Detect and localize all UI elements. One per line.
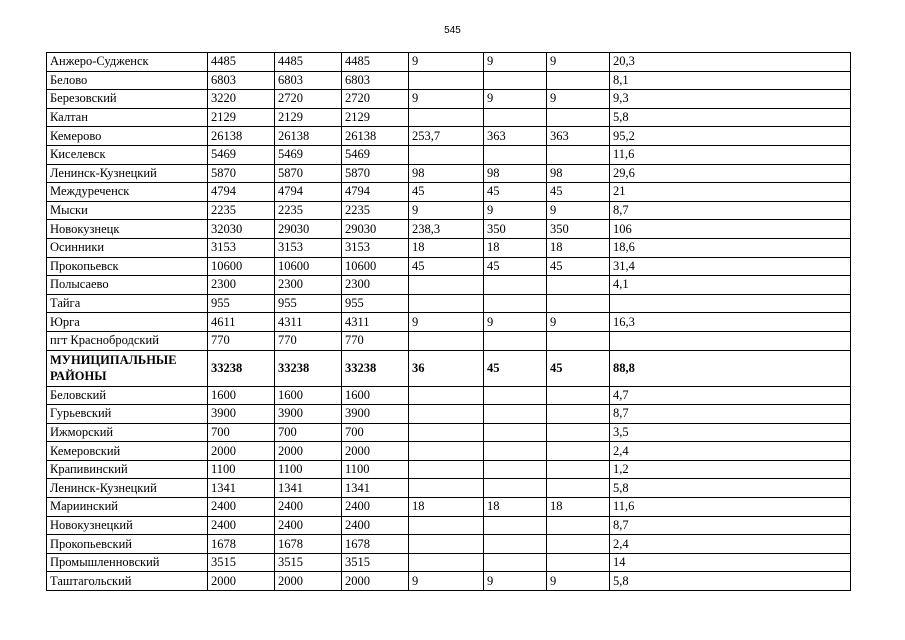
cell-value-7: 21 bbox=[610, 183, 851, 202]
cell-value-5: 9 bbox=[484, 313, 547, 332]
cell-value-6: 9 bbox=[547, 201, 610, 220]
cell-name: Юрга bbox=[47, 313, 208, 332]
cell-value-1: 5469 bbox=[208, 145, 275, 164]
cell-name: Калтан bbox=[47, 108, 208, 127]
cell-value-6 bbox=[547, 276, 610, 295]
data-table bbox=[46, 52, 851, 591]
cell-value-4: 18 bbox=[409, 238, 484, 257]
cell-value-7: 5,8 bbox=[610, 108, 851, 127]
cell-value-1: 26138 bbox=[208, 127, 275, 146]
cell-value-3: 2000 bbox=[342, 572, 409, 591]
cell-name: Кемерово bbox=[47, 127, 208, 146]
cell-value-2: 2400 bbox=[275, 498, 342, 517]
cell-value-7: 5,8 bbox=[610, 479, 851, 498]
cell-value-4 bbox=[409, 71, 484, 90]
cell-value-4 bbox=[409, 405, 484, 424]
cell-value-4: 18 bbox=[409, 498, 484, 517]
cell-value-7: 2,4 bbox=[610, 442, 851, 461]
table-row bbox=[47, 442, 851, 461]
cell-value-6 bbox=[547, 71, 610, 90]
table-row bbox=[47, 350, 851, 386]
cell-value-6 bbox=[547, 405, 610, 424]
cell-value-2: 4485 bbox=[275, 53, 342, 72]
cell-value-1: 32030 bbox=[208, 220, 275, 239]
cell-value-7: 8,7 bbox=[610, 405, 851, 424]
cell-value-3: 29030 bbox=[342, 220, 409, 239]
cell-value-7: 11,6 bbox=[610, 145, 851, 164]
cell-name: Березовский bbox=[47, 90, 208, 109]
cell-value-3: 2400 bbox=[342, 498, 409, 517]
cell-value-1: 2300 bbox=[208, 276, 275, 295]
cell-value-3: 700 bbox=[342, 423, 409, 442]
table-row bbox=[47, 535, 851, 554]
cell-value-5 bbox=[484, 294, 547, 313]
cell-value-5: 9 bbox=[484, 53, 547, 72]
cell-value-7 bbox=[610, 331, 851, 350]
cell-value-6: 9 bbox=[547, 53, 610, 72]
cell-value-6 bbox=[547, 479, 610, 498]
cell-value-6: 45 bbox=[547, 350, 610, 386]
cell-value-5 bbox=[484, 479, 547, 498]
cell-value-7: 5,8 bbox=[610, 572, 851, 591]
cell-value-4: 238,3 bbox=[409, 220, 484, 239]
cell-value-1: 3900 bbox=[208, 405, 275, 424]
cell-value-1: 2235 bbox=[208, 201, 275, 220]
cell-name: Белово bbox=[47, 71, 208, 90]
cell-name: Осинники bbox=[47, 238, 208, 257]
cell-value-3: 26138 bbox=[342, 127, 409, 146]
cell-value-5 bbox=[484, 535, 547, 554]
cell-value-2: 4794 bbox=[275, 183, 342, 202]
cell-name: Ленинск-Кузнецкий bbox=[47, 479, 208, 498]
cell-value-3: 3900 bbox=[342, 405, 409, 424]
cell-value-4 bbox=[409, 442, 484, 461]
cell-value-7: 16,3 bbox=[610, 313, 851, 332]
cell-value-2: 2235 bbox=[275, 201, 342, 220]
cell-name: Анжеро-Судженск bbox=[47, 53, 208, 72]
cell-value-5: 350 bbox=[484, 220, 547, 239]
cell-value-5 bbox=[484, 405, 547, 424]
cell-name: Тайга bbox=[47, 294, 208, 313]
cell-value-4 bbox=[409, 460, 484, 479]
cell-value-1: 2129 bbox=[208, 108, 275, 127]
cell-value-4 bbox=[409, 294, 484, 313]
table-row bbox=[47, 553, 851, 572]
cell-value-1: 1341 bbox=[208, 479, 275, 498]
cell-value-7: 95,2 bbox=[610, 127, 851, 146]
cell-value-1: 770 bbox=[208, 331, 275, 350]
cell-value-1: 700 bbox=[208, 423, 275, 442]
cell-value-4: 9 bbox=[409, 201, 484, 220]
cell-value-1: 1678 bbox=[208, 535, 275, 554]
cell-value-4 bbox=[409, 423, 484, 442]
cell-value-2: 955 bbox=[275, 294, 342, 313]
cell-value-5: 363 bbox=[484, 127, 547, 146]
cell-value-3: 770 bbox=[342, 331, 409, 350]
cell-value-4 bbox=[409, 479, 484, 498]
cell-value-5 bbox=[484, 423, 547, 442]
cell-value-3: 1600 bbox=[342, 386, 409, 405]
cell-name: Новокузнецк bbox=[47, 220, 208, 239]
cell-value-2: 770 bbox=[275, 331, 342, 350]
cell-value-3: 5469 bbox=[342, 145, 409, 164]
table-row bbox=[47, 220, 851, 239]
cell-value-5 bbox=[484, 442, 547, 461]
cell-value-7: 11,6 bbox=[610, 498, 851, 517]
cell-value-5 bbox=[484, 386, 547, 405]
cell-value-4: 9 bbox=[409, 53, 484, 72]
cell-value-5 bbox=[484, 460, 547, 479]
cell-value-1: 33238 bbox=[208, 350, 275, 386]
cell-value-1: 955 bbox=[208, 294, 275, 313]
cell-name: Таштагольский bbox=[47, 572, 208, 591]
cell-value-4 bbox=[409, 108, 484, 127]
cell-value-7: 14 bbox=[610, 553, 851, 572]
cell-value-6: 18 bbox=[547, 238, 610, 257]
cell-value-4: 98 bbox=[409, 164, 484, 183]
table-row bbox=[47, 460, 851, 479]
cell-value-1: 3220 bbox=[208, 90, 275, 109]
table-row bbox=[47, 572, 851, 591]
cell-value-6: 18 bbox=[547, 498, 610, 517]
cell-value-5: 18 bbox=[484, 498, 547, 517]
table-row bbox=[47, 516, 851, 535]
cell-value-3: 2235 bbox=[342, 201, 409, 220]
cell-value-6: 350 bbox=[547, 220, 610, 239]
table-row bbox=[47, 386, 851, 405]
cell-value-2: 5469 bbox=[275, 145, 342, 164]
cell-value-3: 3515 bbox=[342, 553, 409, 572]
cell-value-1: 1100 bbox=[208, 460, 275, 479]
cell-value-3: 10600 bbox=[342, 257, 409, 276]
cell-value-2: 2000 bbox=[275, 442, 342, 461]
cell-value-2: 1678 bbox=[275, 535, 342, 554]
cell-value-5 bbox=[484, 71, 547, 90]
cell-value-2: 1341 bbox=[275, 479, 342, 498]
cell-value-2: 5870 bbox=[275, 164, 342, 183]
cell-value-6 bbox=[547, 386, 610, 405]
cell-value-4 bbox=[409, 535, 484, 554]
cell-name: Промышленновский bbox=[47, 553, 208, 572]
cell-value-3: 6803 bbox=[342, 71, 409, 90]
table-row bbox=[47, 108, 851, 127]
cell-value-5 bbox=[484, 553, 547, 572]
table-row bbox=[47, 71, 851, 90]
cell-value-1: 10600 bbox=[208, 257, 275, 276]
cell-value-5: 18 bbox=[484, 238, 547, 257]
cell-value-2: 10600 bbox=[275, 257, 342, 276]
cell-value-3: 2720 bbox=[342, 90, 409, 109]
table-row bbox=[47, 53, 851, 72]
cell-value-6: 9 bbox=[547, 90, 610, 109]
cell-value-5: 98 bbox=[484, 164, 547, 183]
cell-value-6: 9 bbox=[547, 572, 610, 591]
cell-value-6 bbox=[547, 294, 610, 313]
cell-name: Полысаево bbox=[47, 276, 208, 295]
cell-name: Ленинск-Кузнецкий bbox=[47, 164, 208, 183]
cell-value-4: 9 bbox=[409, 313, 484, 332]
table-body bbox=[47, 53, 851, 591]
cell-value-1: 6803 bbox=[208, 71, 275, 90]
cell-value-1: 2000 bbox=[208, 442, 275, 461]
table-row bbox=[47, 90, 851, 109]
cell-value-2: 3515 bbox=[275, 553, 342, 572]
cell-name: Киселевск bbox=[47, 145, 208, 164]
cell-value-5: 9 bbox=[484, 90, 547, 109]
cell-name: Гурьевский bbox=[47, 405, 208, 424]
cell-value-2: 2000 bbox=[275, 572, 342, 591]
cell-value-1: 4794 bbox=[208, 183, 275, 202]
cell-value-6 bbox=[547, 442, 610, 461]
cell-value-6 bbox=[547, 331, 610, 350]
cell-value-7: 106 bbox=[610, 220, 851, 239]
cell-name: Прокопьевск bbox=[47, 257, 208, 276]
table-row bbox=[47, 479, 851, 498]
cell-value-5 bbox=[484, 108, 547, 127]
cell-value-1: 5870 bbox=[208, 164, 275, 183]
cell-name: Междуреченск bbox=[47, 183, 208, 202]
cell-value-4 bbox=[409, 276, 484, 295]
cell-value-7: 8,7 bbox=[610, 201, 851, 220]
cell-value-6: 45 bbox=[547, 183, 610, 202]
cell-value-6 bbox=[547, 145, 610, 164]
cell-value-3: 33238 bbox=[342, 350, 409, 386]
cell-value-7: 3,5 bbox=[610, 423, 851, 442]
cell-value-4: 9 bbox=[409, 90, 484, 109]
cell-value-4: 45 bbox=[409, 257, 484, 276]
cell-value-7: 1,2 bbox=[610, 460, 851, 479]
cell-value-4 bbox=[409, 331, 484, 350]
cell-value-6: 9 bbox=[547, 313, 610, 332]
cell-value-7 bbox=[610, 294, 851, 313]
cell-value-5: 9 bbox=[484, 572, 547, 591]
cell-name: Ижморский bbox=[47, 423, 208, 442]
cell-value-2: 2129 bbox=[275, 108, 342, 127]
cell-value-7: 2,4 bbox=[610, 535, 851, 554]
cell-value-5 bbox=[484, 145, 547, 164]
table-row bbox=[47, 145, 851, 164]
table-row bbox=[47, 423, 851, 442]
cell-name: Беловский bbox=[47, 386, 208, 405]
cell-value-6 bbox=[547, 553, 610, 572]
table-row bbox=[47, 238, 851, 257]
cell-value-7: 9,3 bbox=[610, 90, 851, 109]
cell-name: Мариинский bbox=[47, 498, 208, 517]
cell-value-6 bbox=[547, 460, 610, 479]
cell-value-5: 45 bbox=[484, 350, 547, 386]
cell-value-1: 4485 bbox=[208, 53, 275, 72]
cell-value-7: 31,4 bbox=[610, 257, 851, 276]
cell-value-4 bbox=[409, 386, 484, 405]
cell-value-2: 33238 bbox=[275, 350, 342, 386]
cell-value-7: 88,8 bbox=[610, 350, 851, 386]
cell-name: МУНИЦИПАЛЬНЫЕ РАЙОНЫ bbox=[47, 350, 208, 386]
cell-value-5: 45 bbox=[484, 183, 547, 202]
table-row bbox=[47, 276, 851, 295]
cell-name: Новокузнецкий bbox=[47, 516, 208, 535]
cell-value-5: 9 bbox=[484, 201, 547, 220]
cell-value-2: 2300 bbox=[275, 276, 342, 295]
cell-value-4: 45 bbox=[409, 183, 484, 202]
cell-value-3: 4311 bbox=[342, 313, 409, 332]
cell-value-6: 98 bbox=[547, 164, 610, 183]
cell-value-3: 4794 bbox=[342, 183, 409, 202]
cell-value-7: 8,7 bbox=[610, 516, 851, 535]
cell-value-3: 4485 bbox=[342, 53, 409, 72]
cell-value-6: 363 bbox=[547, 127, 610, 146]
cell-value-3: 955 bbox=[342, 294, 409, 313]
cell-value-3: 2129 bbox=[342, 108, 409, 127]
cell-value-3: 1341 bbox=[342, 479, 409, 498]
cell-value-3: 1678 bbox=[342, 535, 409, 554]
cell-value-3: 1100 bbox=[342, 460, 409, 479]
cell-value-3: 3153 bbox=[342, 238, 409, 257]
cell-value-2: 2400 bbox=[275, 516, 342, 535]
cell-value-1: 4611 bbox=[208, 313, 275, 332]
cell-value-2: 2720 bbox=[275, 90, 342, 109]
cell-value-7: 8,1 bbox=[610, 71, 851, 90]
cell-name: Кемеровский bbox=[47, 442, 208, 461]
table-row bbox=[47, 405, 851, 424]
table-row bbox=[47, 331, 851, 350]
cell-value-2: 1600 bbox=[275, 386, 342, 405]
cell-value-2: 3153 bbox=[275, 238, 342, 257]
cell-value-4: 9 bbox=[409, 572, 484, 591]
page-number: 545 bbox=[444, 25, 461, 36]
table-row bbox=[47, 294, 851, 313]
cell-value-3: 5870 bbox=[342, 164, 409, 183]
cell-value-5: 45 bbox=[484, 257, 547, 276]
cell-value-2: 26138 bbox=[275, 127, 342, 146]
cell-value-7: 4,1 bbox=[610, 276, 851, 295]
cell-value-4: 253,7 bbox=[409, 127, 484, 146]
cell-value-6: 45 bbox=[547, 257, 610, 276]
cell-value-4 bbox=[409, 145, 484, 164]
table-row bbox=[47, 164, 851, 183]
table-row bbox=[47, 257, 851, 276]
cell-value-7: 20,3 bbox=[610, 53, 851, 72]
cell-value-5 bbox=[484, 276, 547, 295]
cell-value-2: 1100 bbox=[275, 460, 342, 479]
cell-name: пгт Краснобродский bbox=[47, 331, 208, 350]
cell-value-6 bbox=[547, 535, 610, 554]
cell-value-3: 2400 bbox=[342, 516, 409, 535]
cell-value-6 bbox=[547, 423, 610, 442]
cell-value-2: 3900 bbox=[275, 405, 342, 424]
cell-value-1: 2400 bbox=[208, 498, 275, 517]
cell-value-4 bbox=[409, 553, 484, 572]
cell-value-5 bbox=[484, 331, 547, 350]
cell-value-4 bbox=[409, 516, 484, 535]
cell-value-2: 6803 bbox=[275, 71, 342, 90]
cell-value-1: 1600 bbox=[208, 386, 275, 405]
cell-value-2: 29030 bbox=[275, 220, 342, 239]
cell-name: Крапивинский bbox=[47, 460, 208, 479]
cell-value-3: 2300 bbox=[342, 276, 409, 295]
table-row bbox=[47, 201, 851, 220]
table-row bbox=[47, 127, 851, 146]
cell-name: Мыски bbox=[47, 201, 208, 220]
cell-value-1: 2400 bbox=[208, 516, 275, 535]
cell-value-2: 4311 bbox=[275, 313, 342, 332]
cell-value-1: 3153 bbox=[208, 238, 275, 257]
cell-value-2: 700 bbox=[275, 423, 342, 442]
cell-value-6 bbox=[547, 108, 610, 127]
cell-value-1: 3515 bbox=[208, 553, 275, 572]
table-row bbox=[47, 183, 851, 202]
table-row bbox=[47, 498, 851, 517]
cell-value-7: 4,7 bbox=[610, 386, 851, 405]
table-row bbox=[47, 313, 851, 332]
cell-value-5 bbox=[484, 516, 547, 535]
cell-value-6 bbox=[547, 516, 610, 535]
cell-name: Прокопьевский bbox=[47, 535, 208, 554]
cell-value-1: 2000 bbox=[208, 572, 275, 591]
cell-value-3: 2000 bbox=[342, 442, 409, 461]
cell-value-4: 36 bbox=[409, 350, 484, 386]
cell-value-7: 29,6 bbox=[610, 164, 851, 183]
cell-value-7: 18,6 bbox=[610, 238, 851, 257]
